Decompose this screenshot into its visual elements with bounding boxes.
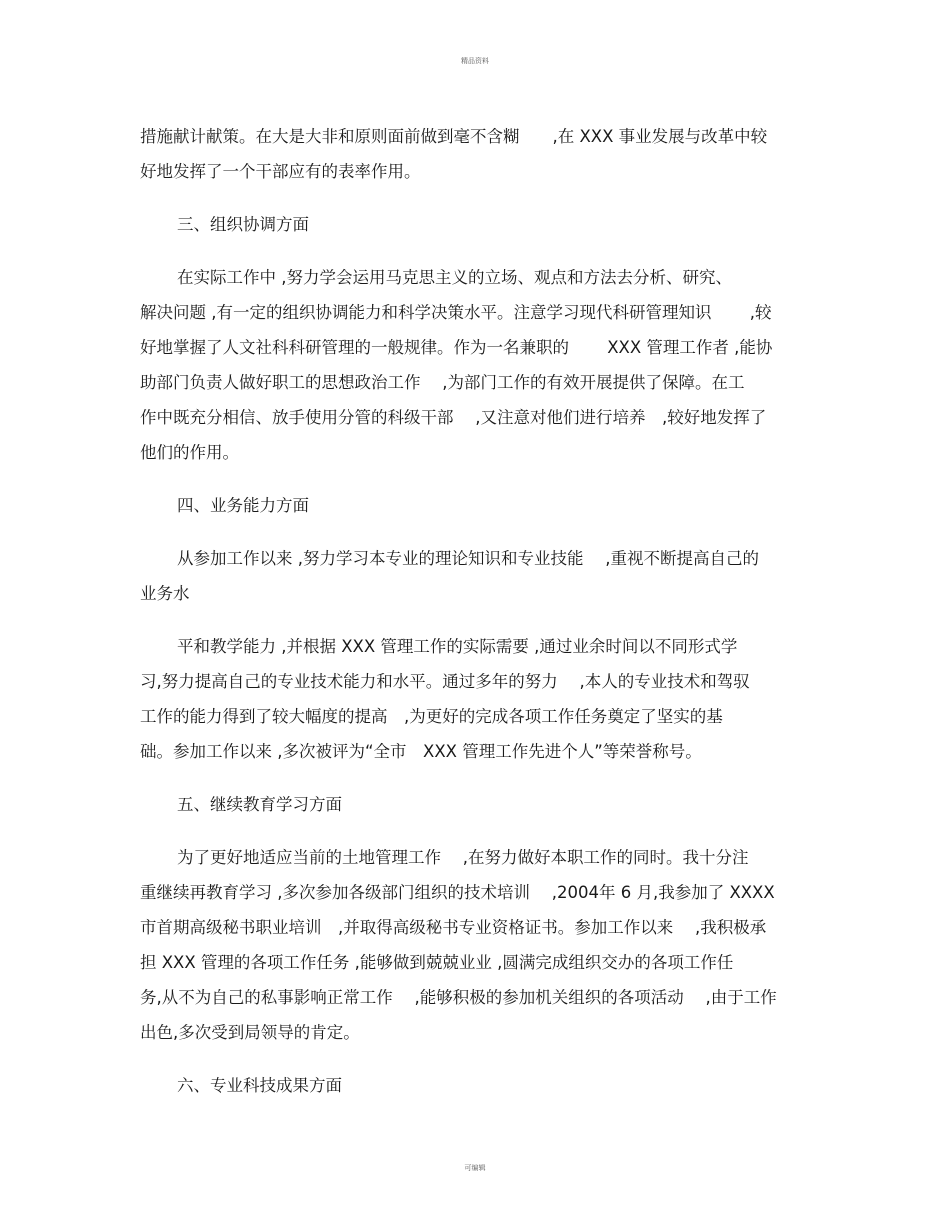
text-line: 担 XXX 管理的各项工作任务 ,能够做到兢兢业业 ,圆满完成组织交办的各项工作任 [140,953,734,972]
text-line: 重继续再教育学习 ,多次参加各级部门组织的技术培训 ,2004年 6 月,我参加了 XXXX [140,883,775,902]
text-line: 工作的能力得到了较大幅度的提高 ,为更好的完成各项工作任务奠定了坚实的基 [140,707,723,726]
text-line: 好地掌握了人文社科科研管理的一般规律。作为一名兼职的 XXX 管理工作者 ,能协 [140,338,773,357]
text-line: 助部门负责人做好职工的思想政治工作 ,为部门工作的有效开展提供了保障。在工 [140,373,745,392]
text-line: 措施献计献策。在大是大非和原则面前做到毫不含糊 ,在 XXX 事业发展与改革中较 [140,127,768,146]
paragraph [140,263,808,473]
text-line: 务,从不为自己的私事影响正常工作 ,能够积极的参加机关组织的各项活动 ,由于工作 [140,988,777,1007]
text-line: 习,努力提高自己的专业技术能力和水平。通过多年的努力 ,本人的专业技术和驾驭 [140,672,750,691]
paragraph [140,632,808,772]
document-body [140,122,808,1106]
paragraph [140,843,808,1053]
text-line: 解决问题 ,有一定的组织协调能力和科学决策水平。注意学习现代科研管理知识 ,较 [140,303,772,322]
text-line: 业务水 [140,584,190,603]
section-heading: 六、专业科技成果方面 [177,1076,342,1095]
paragraph [140,122,808,192]
text-line: 在实际工作中 ,努力学会运用马克思主义的立场、观点和方法去分析、研究、 [177,268,732,287]
page-footer: 可编辑 [464,1164,486,1172]
text-line: 好地发挥了一个干部应有的表率作用。 [140,162,421,181]
text-line: 为了更好地适应当前的土地管理工作 ,在努力做好本职工作的同时。我十分注 [177,848,749,867]
text-line: 出色,多次受到局领导的肯定。 [140,1023,360,1042]
section-heading: 五、继续教育学习方面 [177,795,342,814]
text-line: 他们的作用。 [140,443,239,462]
page-header: 精品资料 [461,57,489,65]
text-line: 从参加工作以来 ,努力学习本专业的理论知识和专业技能 ,重视不断提高自己的 [177,549,759,568]
section-heading: 四、业务能力方面 [177,496,309,515]
section-heading: 三、组织协调方面 [177,215,309,234]
paragraph [140,544,808,614]
text-line: 作中既充分相信、放手使用分管的科级干部 ,又注意对他们进行培养 ,较好地发挥了 [140,408,767,427]
text-line: 市首期高级秘书职业培训 ,并取得高级秘书专业资格证书。参加工作以来 ,我积极承 [140,918,767,937]
text-line: 础。参加工作以来 ,多次被评为“全市 XXX 管理工作先进个人”等荣誉称号。 [140,742,702,761]
text-line: 平和教学能力 ,并根据 XXX 管理工作的实际需要 ,通过业余时间以不同形式学 [177,637,738,656]
